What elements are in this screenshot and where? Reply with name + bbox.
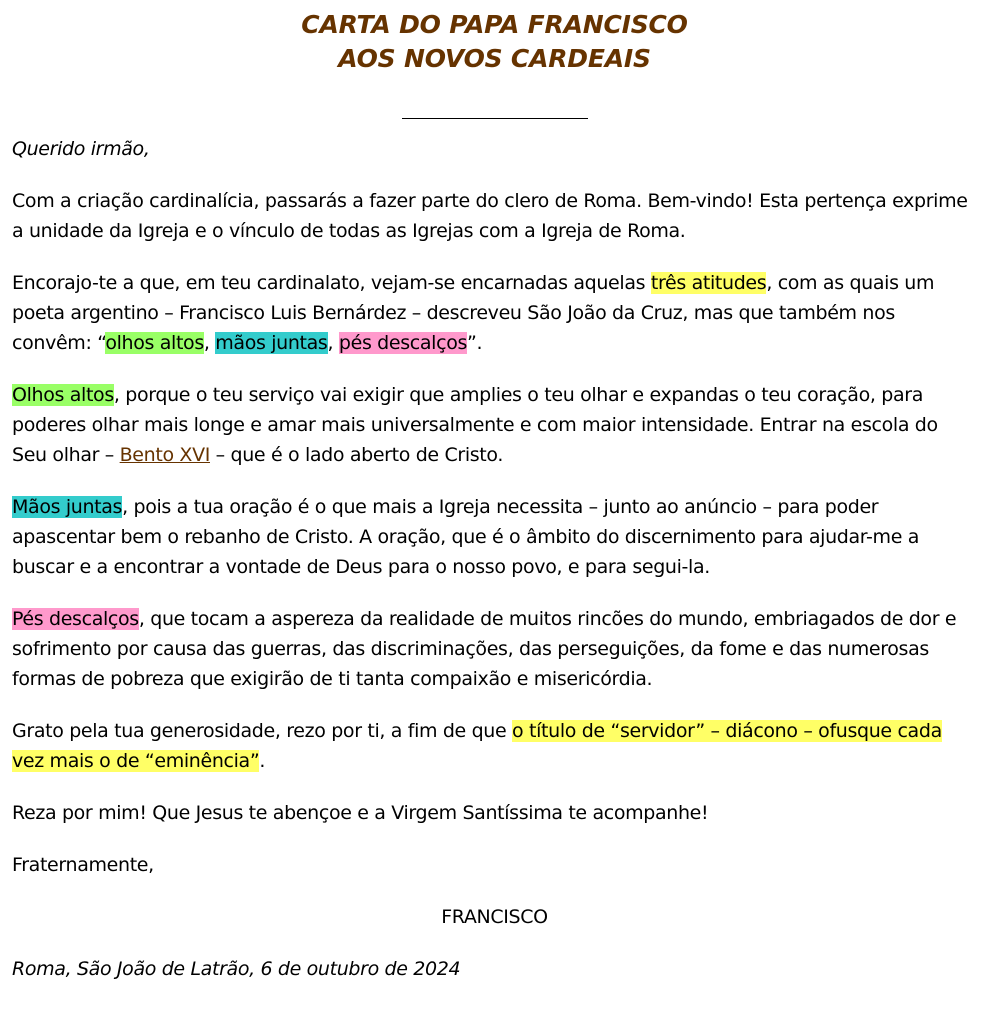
divider [12, 98, 977, 128]
highlight-servidor: o título de “servidor” – diácono – ofusque cada vez mais o de “eminência” [12, 720, 942, 772]
text: , [327, 332, 339, 354]
title-line-2: AOS NOVOS CARDEAIS [338, 44, 651, 73]
highlight-maos-juntas: Mãos juntas [12, 496, 123, 518]
text: Grato pela tua generosidade, rezo por ti, a fim de que [12, 720, 513, 742]
paragraph-5 [12, 604, 977, 694]
text: , que tocam a aspereza da realidade de muitos rincões do mundo, embriagados de dor e sofrimento por causa das guerras, das discriminações, das perseguições, da fome e das numerosas formas de pobreza que exigirão de ti tanta compaixão e misericórdia. [12, 608, 957, 690]
text: ”. [467, 332, 483, 354]
text: , com as quais um poeta argentino – Francisco Luis Bernárdez – descreveu São João da Cruz, mas que também nos convêm: “ [12, 272, 935, 354]
title-line-1: CARTA DO PAPA FRANCISCO [301, 10, 688, 39]
text: – que é o lado aberto de Cristo. [209, 444, 504, 466]
highlight-olhos-altos: Olhos altos [12, 384, 114, 406]
text: , pois a tua oração é o que mais a Igreja necessita – junto ao anúncio – para poder apascentar bem o rebanho de Cristo. A oração, que é o âmbito do discernimento para ajudar-me a buscar e a encontrar a vontade de Deus para o nosso povo, e para segui-la. [12, 496, 920, 578]
highlight-pes-descalcos: Pés descalços [12, 608, 139, 630]
highlight-olhos-altos: olhos altos [105, 332, 204, 354]
signature: FRANCISCO [441, 906, 548, 928]
highlight-pes-descalcos: pés descalços [338, 332, 468, 354]
paragraph-7: Reza por mim! Que Jesus te abençoe e a Virgem Santíssima te acompanhe! [12, 802, 709, 824]
place-date: Roma, São João de Latrão, 6 de outubro de 2024 [12, 958, 461, 980]
text: . [259, 750, 266, 772]
page-title [12, 0, 977, 76]
greeting: Querido irmão, [12, 138, 150, 160]
highlight-tres-atitudes: três atitudes [650, 272, 767, 294]
paragraph-4 [12, 492, 977, 582]
link-bento-xvi[interactable]: Bento XVI [119, 444, 210, 466]
paragraph-6 [12, 716, 977, 776]
paragraph-3 [12, 380, 977, 470]
text: Encorajo-te a que, em teu cardinalato, vejam-se encarnadas aquelas [12, 272, 651, 294]
text: , [203, 332, 216, 354]
closing: Fraternamente, [12, 854, 154, 876]
highlight-maos-juntas: mãos juntas [215, 332, 328, 354]
paragraph-1: Com a criação cardinalícia, passarás a fazer parte do clero de Roma. Bem-vindo! Esta pertença exprime a unidade da Igreja e o vínculo de todas as Igrejas com a Igreja de Roma. [12, 190, 968, 242]
text: , porque o teu serviço vai exigir que amplies o teu olhar e expandas o teu coração, para poderes olhar mais longe e amar mais universalmente e com maior intensidade. Entrar na escola do Seu olhar – [12, 384, 938, 466]
paragraph-2 [12, 268, 977, 358]
